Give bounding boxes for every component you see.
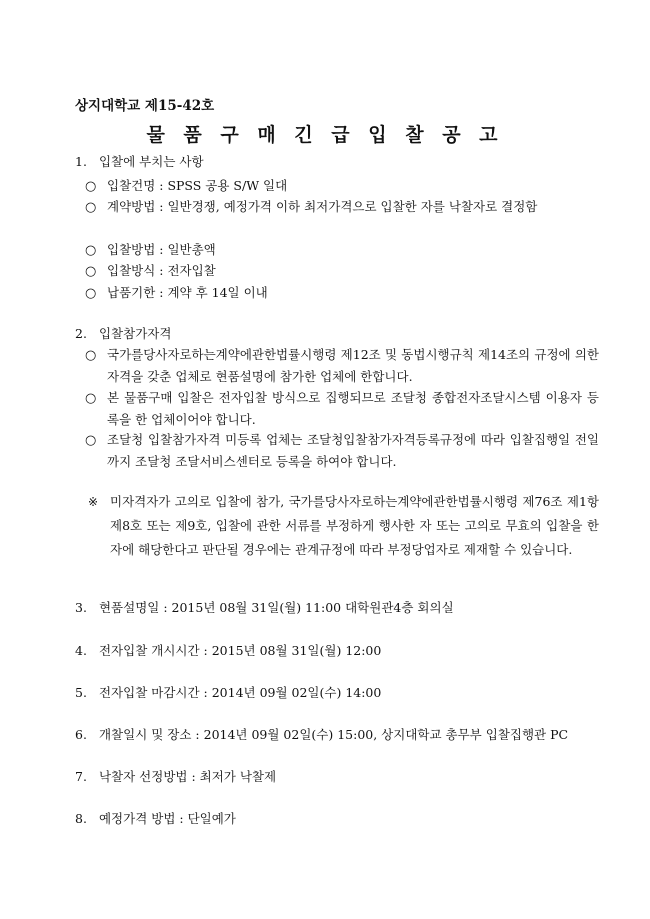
section-text: 현품설명일 : 2015년 08월 31일(월) 11:00 대학원관4층 회의실 — [98, 600, 454, 615]
circle-bullet-icon: ○ — [85, 433, 97, 448]
item-text: 입찰방식 : 전자입찰 — [107, 263, 216, 278]
document-number: 상지대학교 제15-42호 — [75, 98, 215, 114]
section-number: 3. — [75, 600, 87, 615]
item-text: 계약방법 : 일반경쟁, 예정가격 이하 최저가격으로 입찰한 자를 낙찰자로 결정함 — [107, 199, 538, 214]
circle-bullet-icon: ○ — [85, 243, 97, 258]
section-text: 예정가격 방법 : 단일예가 — [98, 811, 236, 826]
circle-bullet-icon: ○ — [85, 286, 97, 301]
reference-mark-icon: ※ — [88, 495, 99, 509]
section-6 — [75, 726, 568, 744]
section-1-heading — [75, 153, 204, 171]
section-number: 6. — [75, 727, 87, 742]
item-text: 조달청 입찰참가자격 미등록 업체는 조달청입찰참가자격등록규정에 따라 입찰집행일 전일까지 조달청 조달서비스센터로 등록을 하여야 합니다. — [107, 432, 599, 469]
section-4 — [75, 642, 381, 660]
section-text: 개찰일시 및 장소 : 2014년 09월 02일(수) 15:00, 상지대학교 총무부 입찰집행관 PC — [98, 727, 569, 742]
section-number: 2. — [75, 326, 87, 341]
list-item — [85, 239, 599, 261]
section-2-heading — [75, 325, 171, 343]
note-text: 미자격자가 고의로 입찰에 참가, 국가를당사자로하는계약에관한법률시행령 제76조 제1항 제8호 또는 제9호, 입찰에 관한 서류를 부정하게 행사한 자 또는 고의로 무효의 입찰을 한 자에 해당한다고 판단될 경우에는 관계규정에 따라 부정당업자로 제재할 수 있습니다. — [110, 494, 599, 557]
section-number: 7. — [75, 769, 87, 784]
circle-bullet-icon: ○ — [85, 179, 97, 194]
circle-bullet-icon: ○ — [85, 348, 97, 363]
warning-note — [88, 490, 599, 562]
section-number: 4. — [75, 643, 87, 658]
circle-bullet-icon: ○ — [85, 264, 97, 279]
section-text: 낙찰자 선정방법 : 최저가 낙찰제 — [98, 769, 277, 784]
section-number: 1. — [75, 154, 87, 169]
list-item — [85, 175, 599, 197]
list-item — [85, 344, 599, 387]
section-text: 전자입찰 마감시간 : 2014년 09월 02일(수) 14:00 — [98, 685, 382, 700]
item-text: 본 물품구매 입찰은 전자입찰 방식으로 집행되므로 조달청 종합전자조달시스템 이용자 등록을 한 업체이어야 합니다. — [107, 390, 599, 427]
section-5 — [75, 684, 381, 702]
circle-bullet-icon: ○ — [85, 391, 97, 406]
circle-bullet-icon: ○ — [85, 200, 97, 215]
list-item — [85, 282, 599, 304]
item-text: 입찰방법 : 일반총액 — [107, 242, 216, 257]
section-heading: 입찰참가자격 — [98, 326, 172, 341]
section-heading: 입찰에 부치는 사항 — [98, 154, 204, 169]
section-7 — [75, 768, 276, 786]
section-number: 8. — [75, 811, 87, 826]
list-item — [85, 429, 599, 472]
section-8 — [75, 810, 236, 828]
list-item — [85, 260, 599, 282]
list-item — [85, 196, 599, 218]
section-3 — [75, 599, 454, 617]
list-item — [85, 387, 599, 430]
section-number: 5. — [75, 685, 87, 700]
item-text: 납품기한 : 계약 후 14일 이내 — [107, 285, 268, 300]
section-text: 전자입찰 개시시간 : 2015년 08월 31일(월) 12:00 — [98, 643, 382, 658]
item-text: 국가를당사자로하는계약에관한법률시행령 제12조 및 동법시행규칙 제14조의 규정에 의한 자격을 갖춘 업체로 현품설명에 참가한 업체에 한합니다. — [107, 347, 599, 384]
item-text: 입찰건명 : SPSS 공용 S/W 일대 — [107, 178, 288, 193]
notice-title: 물 품 구 매 긴 급 입 찰 공 고 — [146, 124, 504, 146]
